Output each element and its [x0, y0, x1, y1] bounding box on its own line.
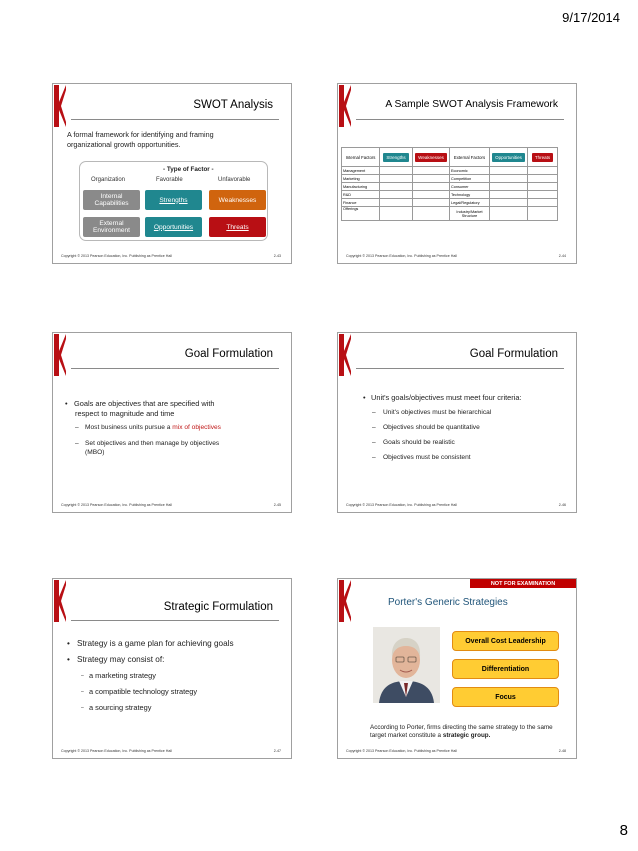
- table-row: Marketing Competition: [342, 175, 558, 183]
- type-of-factor-header: - Type of Factor -: [163, 166, 214, 173]
- sub-bullet-dash: –: [81, 705, 84, 711]
- sub-bullet-dash: –: [81, 689, 84, 695]
- sub-bullet-text: Objectives should be quantitative: [383, 424, 480, 431]
- header-strengths: Strengths: [383, 153, 408, 162]
- cell-weaknesses: Weaknesses: [209, 190, 266, 210]
- slide-footer: Copyright © 2013 Pearson Education, Inc. Publishing as Prentice Hall 2-47: [61, 749, 281, 753]
- cell-threats: Threats: [209, 217, 266, 237]
- sub-bullet-text: a marketing strategy: [89, 671, 156, 680]
- sub-bullet-dash: –: [75, 424, 79, 431]
- bullet-item: •: [363, 393, 366, 402]
- slide-strategic-formulation: [52, 578, 292, 759]
- table-row: Manufacturing Consumer: [342, 183, 558, 191]
- title-divider: [356, 368, 564, 369]
- sub-bullet-dash: –: [75, 440, 79, 447]
- sub-bullet-dash: –: [372, 424, 376, 431]
- slide-title: Goal Formulation: [469, 348, 558, 360]
- table-row: Offerings Industry/Market Structure: [342, 207, 558, 221]
- slide-title: Goal Formulation: [184, 348, 273, 360]
- swot-framework-table: [341, 147, 558, 221]
- cell-opportunities: Opportunities: [145, 217, 202, 237]
- sub-bullet-text: a compatible technology strategy: [89, 687, 198, 696]
- slide-footer: Copyright © 2013 Pearson Education, Inc. Publishing as Prentice Hall 2-48: [346, 749, 566, 753]
- column-favorable: Favorable: [156, 177, 183, 183]
- header-external-factors: External Factors: [450, 148, 490, 167]
- brand-k-icon: [339, 580, 351, 622]
- slide-title: Porter's Generic Strategies: [388, 597, 508, 608]
- slide-title: Strategic Formulation: [163, 601, 273, 613]
- title-divider: [356, 119, 564, 120]
- page-date: 9/17/2014: [562, 10, 620, 25]
- sub-bullet-dash: –: [372, 439, 376, 446]
- table-row: Management Economic: [342, 167, 558, 175]
- sub-bullet-text: Objectives must be consistent: [383, 454, 471, 461]
- slide-title: A Sample SWOT Analysis Framework: [385, 99, 558, 110]
- slide-footer: Copyright © 2013 Pearson Education, Inc. Publishing as Prentice Hall 2-44: [346, 254, 566, 258]
- brand-k-icon: [54, 334, 66, 376]
- strategy-box-differentiation: Differentiation: [452, 659, 559, 679]
- slide-title: SWOT Analysis: [193, 99, 273, 111]
- slide-description: A formal framework for identifying and framing organizational growth opportunities.: [67, 130, 214, 149]
- strategy-box-cost-leadership: Overall Cost Leadership: [452, 631, 559, 651]
- bullet-item: •: [67, 655, 70, 664]
- header-weaknesses: Weaknesses: [415, 153, 447, 162]
- sub-bullet-text: Goals should be realistic: [383, 439, 455, 446]
- porter-portrait-photo: [373, 627, 440, 703]
- column-unfavorable: Unfavorable: [218, 177, 251, 183]
- sub-bullet-text: Most business units pursue a mix of objectives: [85, 424, 221, 431]
- slide-footer: Copyright © 2013 Pearson Education, Inc. Publishing as Prentice Hall 2-45: [61, 503, 281, 507]
- page-number: 8: [619, 822, 628, 839]
- slide-porter-strategies: [337, 578, 577, 759]
- slide-goal-formulation-2: [337, 332, 577, 513]
- slide-footer: Copyright © 2013 Pearson Education, Inc. Publishing as Prentice Hall 2-46: [346, 503, 566, 507]
- row-internal-capabilities: Internal Capabilities: [83, 190, 140, 210]
- sub-bullet-text: a sourcing strategy: [89, 703, 152, 712]
- sub-bullet-dash: –: [372, 409, 376, 416]
- slide-goal-formulation-1: [52, 332, 292, 513]
- sub-bullet-dash: –: [81, 673, 84, 679]
- bullet-item: •: [65, 399, 68, 408]
- table-row: Finance Legal/Regulatory: [342, 199, 558, 207]
- not-for-examination-banner: NOT FOR EXAMINATION: [470, 579, 576, 588]
- bullet-text: Strategy is a game plan for achieving goals: [77, 639, 234, 648]
- header-opportunities: Opportunities: [492, 153, 525, 162]
- strategic-group-note: According to Porter, firms directing the same strategy to the same target market constitute a strategic group.: [370, 724, 553, 739]
- brand-k-icon: [339, 334, 351, 376]
- bullet-text: Unit's goals/objectives must meet four criteria:: [371, 393, 522, 402]
- sub-bullet-dash: –: [372, 454, 376, 461]
- bullet-text: Goals are objectives that are specified with respect to magnitude and time: [74, 399, 215, 418]
- brand-k-icon: [339, 85, 351, 127]
- cell-strengths: Strengths: [145, 190, 202, 210]
- strategy-box-focus: Focus: [452, 687, 559, 707]
- slide-swot-analysis: [52, 83, 292, 264]
- column-organization: Organization: [91, 177, 126, 183]
- bullet-item: •: [67, 639, 70, 648]
- title-divider: [71, 368, 279, 369]
- title-divider: [71, 620, 279, 621]
- title-divider: [71, 119, 279, 120]
- slide-footer: Copyright © 2013 Pearson Education, Inc. Publishing as Prentice Hall 2-43: [61, 254, 281, 258]
- header-threats: Threats: [532, 153, 553, 162]
- slide-swot-framework: [337, 83, 577, 264]
- bullet-text: Strategy may consist of:: [77, 655, 165, 664]
- header-internal-factors: Internal Factors: [342, 148, 380, 167]
- brand-k-icon: [54, 580, 66, 622]
- table-row: R&D Technology: [342, 191, 558, 199]
- brand-k-icon: [54, 85, 66, 127]
- row-external-environment: External Environment: [83, 217, 140, 237]
- sub-bullet-text: Unit's objectives must be hierarchical: [383, 409, 492, 416]
- sub-bullet-text: Set objectives and then manage by objectives (MBO): [85, 440, 220, 456]
